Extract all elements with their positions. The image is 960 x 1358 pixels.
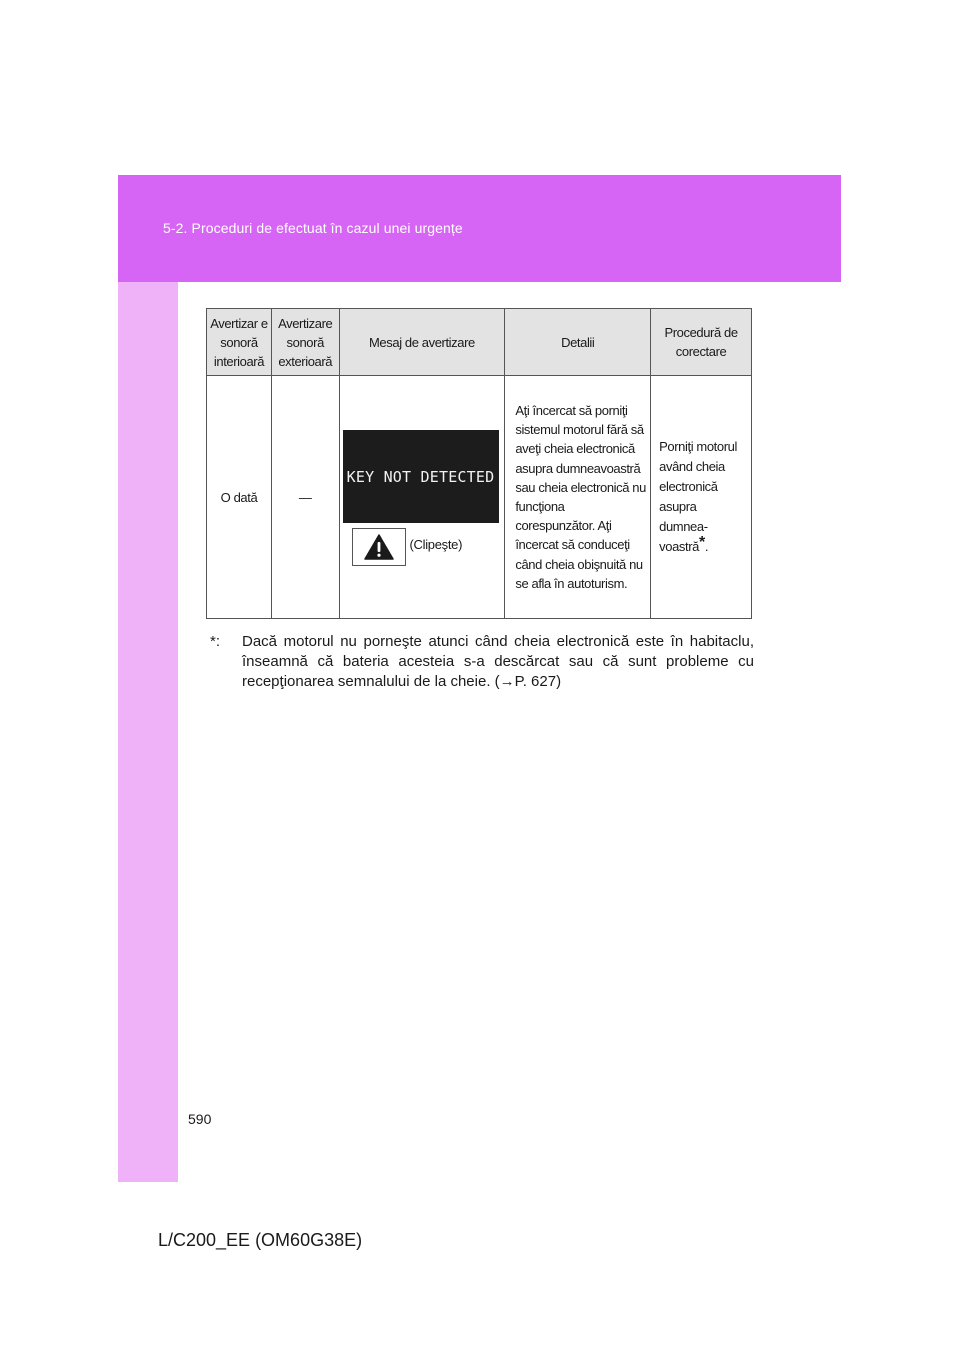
warning-triangle-icon <box>364 534 394 560</box>
header-exterior-buzzer: Avertizare sonoră exterioară <box>271 309 339 376</box>
section-title: 5-2. Proceduri de efectuat în cazul unei urgențe <box>163 220 463 236</box>
header-details: Detalii <box>505 309 651 376</box>
footnote-marker: * <box>698 534 705 551</box>
sidebar-strip <box>118 175 178 1182</box>
procedure-text: Porniţi motorul având cheia electronică asupra dumnea- voastră <box>659 439 737 554</box>
dashboard-display <box>343 430 499 523</box>
footnote-mark: *: <box>210 633 221 650</box>
warning-table <box>206 308 752 619</box>
footnote-text: Dacă motorul nu porneşte atunci când cheia electronică este în habitaclu, înseamnă că bateria acesteia s-a descărcat sau că sunt probleme cu recepţionarea semnalului de la cheie. (→P. 627) <box>242 633 754 690</box>
warning-indicator <box>352 528 406 566</box>
cell-warning-message <box>339 376 505 619</box>
header-correction-procedure: Procedură de corectare <box>651 309 752 376</box>
document-id: L/C200_EE (OM60G38E) <box>158 1230 363 1250</box>
cell-interior-buzzer: O dată <box>207 376 272 619</box>
cell-exterior-buzzer: — <box>271 376 339 619</box>
cell-correction-procedure <box>651 376 752 619</box>
header-interior-buzzer: Avertizar e sonoră interioară <box>207 309 272 376</box>
cell-details: Aţi încercat să porniţi sistemul motorul fără să aveţi cheia electronică asupra dumneavoastră sau cheia electronică nu funcţiona corespunzător. Aţi încercat să conduceţi când cheia obişnuită nu se afla în autoturism. <box>505 376 651 619</box>
header-warning-message: Mesaj de avertizare <box>339 309 505 376</box>
footnote <box>210 632 754 692</box>
blink-label: (Clipeşte) <box>409 537 463 552</box>
procedure-end: . <box>704 539 709 554</box>
display-message: KEY NOT DETECTED <box>346 467 495 486</box>
page-number: 590 <box>188 1111 212 1127</box>
table-row <box>207 376 752 619</box>
